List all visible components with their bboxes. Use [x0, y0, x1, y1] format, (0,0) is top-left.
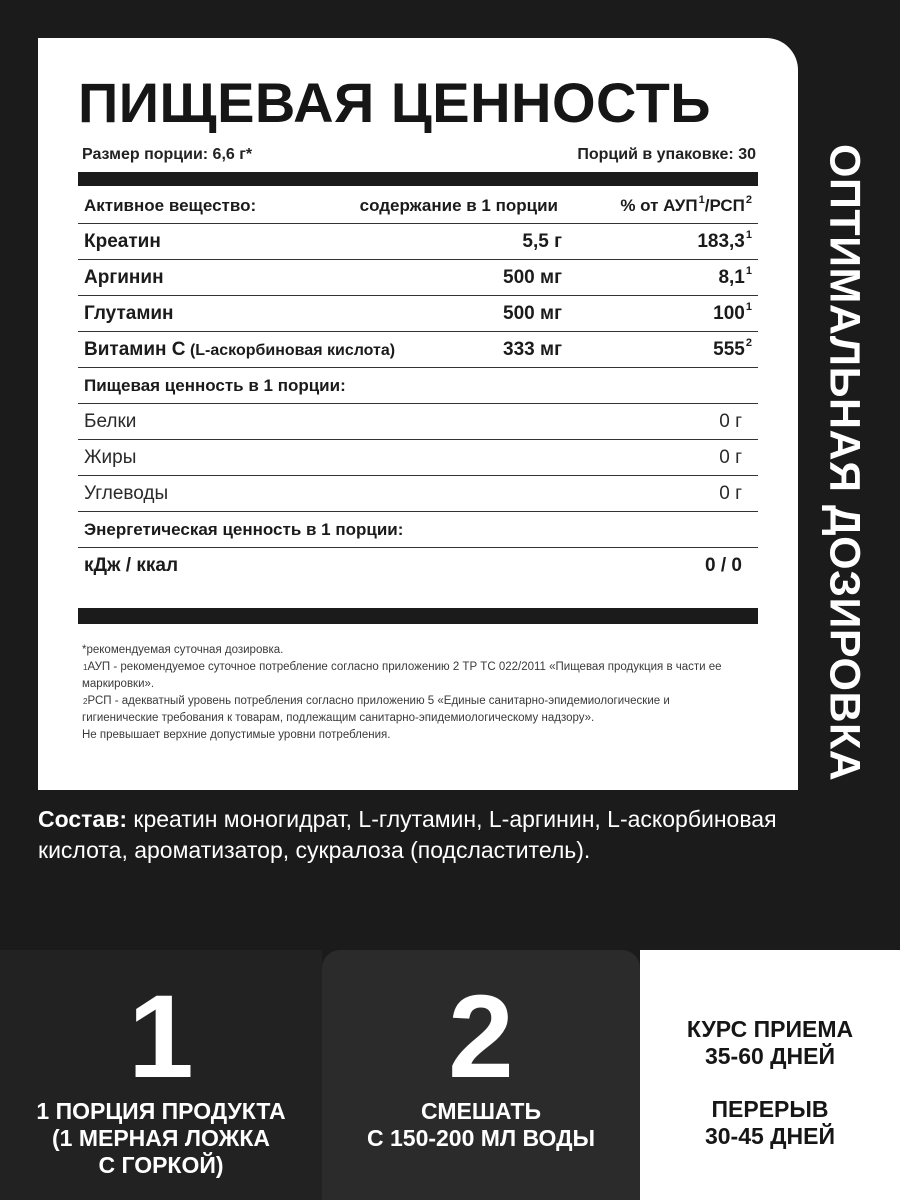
energy-heading: Энергетическая ценность в 1 порции: [78, 512, 758, 548]
energy-value: 0 / 0 [705, 555, 742, 576]
active-amount: 5,5 г [522, 230, 562, 252]
active-name: Витамин С (L-аскорбиновая кислота) [84, 338, 396, 360]
energy-name: кДж / ккал [84, 555, 179, 576]
table-row [78, 224, 758, 260]
course-duration: КУРС ПРИЕМА 35-60 ДНЕЙ [686, 1016, 854, 1069]
table-header [78, 188, 758, 224]
course-break: ПЕРЕРЫВ 30-45 ДНЕЙ [704, 1096, 836, 1149]
nutrition-panel [38, 38, 798, 790]
nutrient-name: Жиры [84, 446, 137, 468]
active-percent: $555^2$ [713, 336, 752, 360]
footnote: $^2$РСП - адекватный уровень потребления согласно приложению 5 «Единые санитарно-эпидемиологические и гигиенические требования к товарам, подлежащим санитарно-эпидемиологическому надзору». [82, 695, 670, 724]
active-name: Аргинин [84, 266, 164, 288]
table-row [78, 332, 758, 368]
active-percent: $8,1^1$ [718, 264, 752, 288]
step-number: 2 [448, 971, 514, 1103]
page-title: ПИЩЕВАЯ ЦЕННОСТЬ [78, 71, 712, 134]
nutrition-heading: Пищевая ценность в 1 порции: [78, 368, 758, 404]
nutrient-value: 0 г [719, 482, 742, 504]
active-percent: $100^1$ [713, 300, 752, 324]
footnote: *рекомендуемая суточная дозировка. [82, 644, 284, 656]
composition [38, 804, 808, 866]
active-amount: 500 мг [503, 266, 562, 288]
active-amount: 500 мг [503, 302, 562, 324]
table-bottom-bar [78, 608, 758, 624]
composition-label: Состав: [38, 806, 128, 832]
course-info [640, 950, 900, 1200]
step-text: СМЕШАТЬ С 150-200 МЛ ВОДЫ [366, 1098, 595, 1151]
table-row [78, 404, 758, 440]
energy-row [78, 548, 758, 584]
nutrition-table [78, 188, 758, 584]
footnote: Не превышает верхние допустимые уровни потребления. [82, 729, 391, 741]
nutrient-name: Углеводы [84, 482, 169, 504]
servings-per-pack: Порций в упаковке: 30 [577, 146, 756, 163]
active-subname: (L-аскорбиновая кислота) [185, 341, 396, 359]
active-amount: 333 мг [503, 338, 562, 360]
active-name: Глутамин [84, 302, 174, 324]
step-1 [0, 950, 322, 1200]
serving-info [82, 146, 756, 164]
table-row [78, 440, 758, 476]
footnotes [82, 642, 742, 744]
nutrient-value: 0 г [719, 446, 742, 468]
table-top-bar [78, 172, 758, 186]
table-row [78, 260, 758, 296]
step-text: 1 ПОРЦИЯ ПРОДУКТА (1 МЕРНАЯ ЛОЖКА С ГОРКОЙ) [36, 1098, 286, 1178]
header-percent: % от АУП$^1$/РСП$^2$ [620, 193, 752, 215]
table-row [78, 296, 758, 332]
step-2 [322, 950, 640, 1200]
nutrient-name: Белки [84, 410, 137, 432]
active-name: Креатин [84, 230, 161, 252]
step-number: 1 [128, 971, 194, 1103]
active-percent: 183,3$^1$ [697, 228, 752, 252]
nutrient-value: 0 г [719, 410, 742, 432]
header-active-substance: Активное вещество: [84, 195, 257, 215]
header-per-serving: содержание в 1 порции [359, 195, 558, 215]
footnote: $^1$АУП - рекомендуемое суточное потребление согласно приложению 2 ТР ТС 022/2011 «Пищевая продукция в части ее маркировки». [82, 661, 722, 690]
serving-size: Размер порции: 6,6 г* [82, 146, 253, 163]
vertical-slogan: ОПТИМАЛЬНАЯ ДОЗИРОВКА [820, 144, 869, 782]
composition-text: креатин моногидрат, L-глутамин, L-аргинин, L-аскорбиновая кислота, ароматизатор, сукралоза (подсластитель). [38, 806, 777, 863]
table-row [78, 476, 758, 512]
